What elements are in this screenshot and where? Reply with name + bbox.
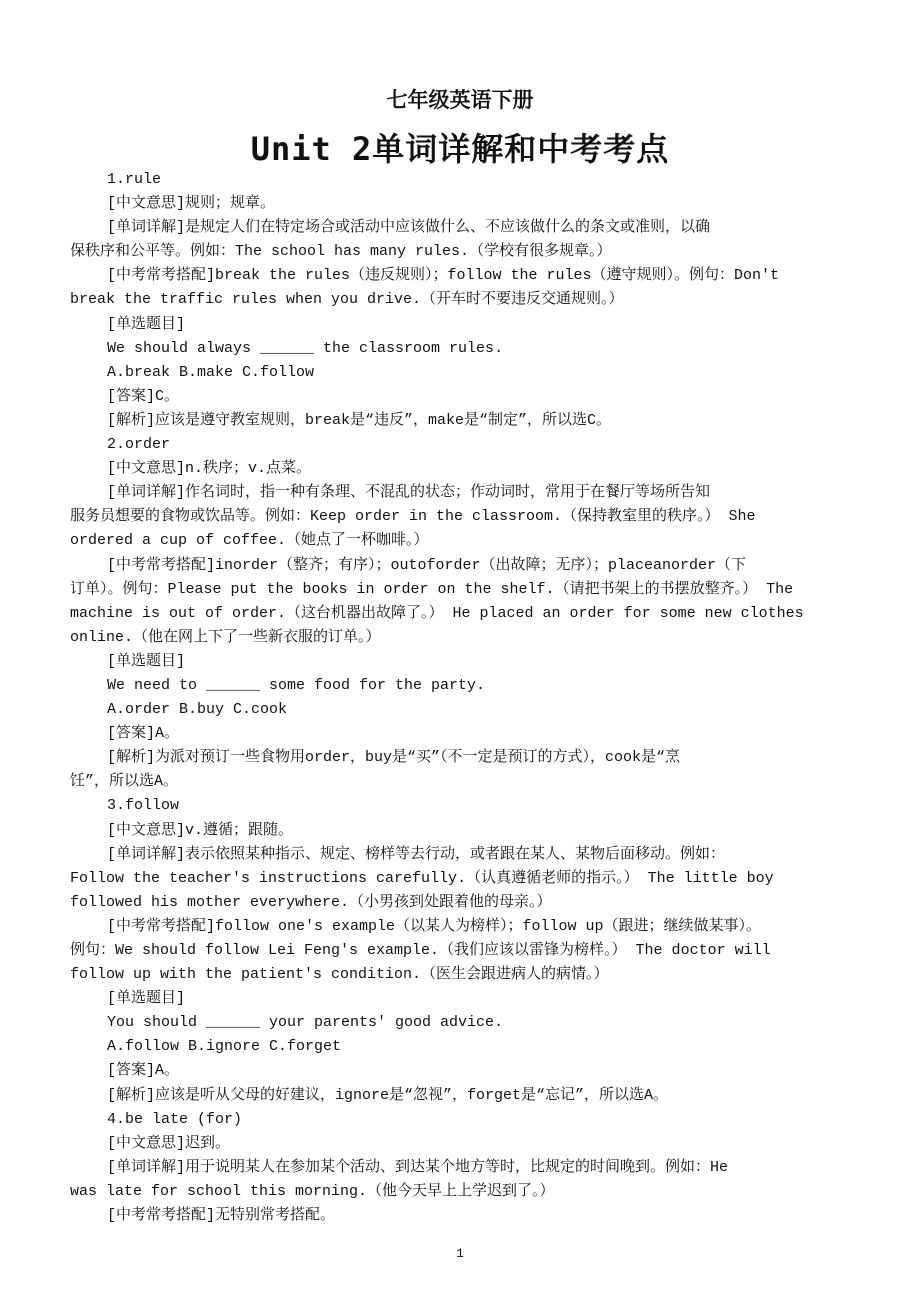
text-line: [单词详解]表示依照某种指示、规定、榜样等去行动，或者跟在某人、某物后面移动。例如：	[107, 845, 726, 863]
text-line: [单词详解]作名词时，指一种有条理、不混乱的状态；作动词时，常用于在餐厅等场所告知	[107, 484, 711, 502]
text-line: [中文意思]n.秩序；v.点菜。	[107, 460, 312, 478]
text-line: [解析]应该是听从父母的好建议，ignore是“忽视”，forget是“忘记”，所以选A。	[107, 1086, 669, 1104]
text-line: [单词详解]用于说明某人在参加某个活动、到达某个地方等时，比规定的时间晚到。例如：He	[107, 1158, 729, 1176]
text-line: ordered a cup of coffee.（她点了一杯咖啡。）	[70, 532, 429, 550]
text-line: 服务员想要的食物或饮品等。例如：Keep order in the classroom.（保持教室里的秩序。） She	[70, 508, 756, 526]
text-line: 1.rule	[107, 171, 162, 188]
text-line: 饪”，所以选A。	[70, 773, 179, 791]
text-line: [中考常考搭配]follow one's example（以某人为榜样）；follow up（跟进；继续做某事）。	[107, 917, 762, 935]
text-line: [单词详解]是规定人们在特定场合或活动中应该做什么、不应该做什么的条文或准则，以确	[107, 219, 711, 237]
text-line: 例句：We should follow Lei Feng's example.（我们应该以雷锋为榜样。） The doctor will	[70, 942, 771, 959]
text-line: 2.order	[107, 436, 171, 454]
text-line: machine is out of order.（这台机器出故障了。） He placed an order for some new clothes	[70, 604, 804, 622]
text-line: online.（他在网上下了一些新衣服的订单。）	[70, 628, 381, 646]
text-line: A.order B.buy C.cook	[107, 701, 288, 719]
text-line: [答案]C。	[107, 387, 180, 405]
text-line: 3.follow	[107, 797, 180, 815]
text-line: [解析]应该是遵守教室规则，break是“违反”，make是“制定”，所以选C。	[107, 411, 612, 429]
text-line: [答案]A。	[107, 1062, 180, 1080]
text-line: [单选题目]	[107, 990, 186, 1008]
page-number: 1	[456, 1246, 464, 1261]
text-line: [中考常考搭配]无特别常考搭配。	[107, 1207, 336, 1225]
text-line: A.follow B.ignore C.forget	[107, 1038, 342, 1056]
text-line: [单选题目]	[107, 652, 186, 670]
text-line: We need to ______ some food for the party.	[107, 676, 486, 694]
document-subtitle: 七年级英语下册	[386, 88, 534, 112]
text-line: break the traffic rules when you drive.（开车时不要违反交通规则。）	[70, 291, 624, 309]
text-line: A.break B.make C.follow	[107, 363, 315, 381]
text-line: You should ______ your parents' good advice.	[107, 1014, 504, 1032]
document-body	[70, 168, 860, 1228]
text-line: Follow the teacher's instructions carefully.（认真遵循老师的指示。） The little boy	[70, 869, 774, 887]
text-line: [解析]为派对预订一些食物用order，buy是“买”（不一定是预订的方式），cook是“烹	[107, 749, 681, 767]
text-line: [单选题目]	[107, 315, 186, 333]
text-line: followed his mother everywhere.（小男孩到处跟着他的母亲。）	[70, 893, 552, 911]
text-line: We should always ______ the classroom rules.	[107, 339, 504, 357]
text-line: [中考常考搭配]inorder（整齐；有序）；outoforder（出故障；无序）；placeanorder（下	[107, 556, 747, 574]
text-line: 保秩序和公平等。例如：The school has many rules.（学校有很多规章。）	[70, 243, 612, 261]
text-line: follow up with the patient's condition.（医生会跟进病人的病情。）	[70, 966, 609, 984]
text-line: [中文意思]迟到。	[107, 1134, 231, 1152]
text-line: 4.be late (for)	[107, 1110, 243, 1128]
text-line: [中文意思]v.遵循；跟随。	[107, 821, 294, 839]
text-line: [答案]A。	[107, 725, 180, 743]
text-line: 订单）。例句：Please put the books in order on the shelf.（请把书架上的书摆放整齐。） The	[70, 580, 794, 598]
text-line: [中文意思]规则；规章。	[107, 195, 276, 213]
text-line: was late for school this morning.（他今天早上上学迟到了。）	[70, 1182, 555, 1200]
document-title: Unit 2单词详解和中考考点	[250, 130, 670, 168]
text-line: [中考常考搭配]break the rules（违反规则）；follow the rules（遵守规则）。例句：Don't	[107, 267, 780, 285]
